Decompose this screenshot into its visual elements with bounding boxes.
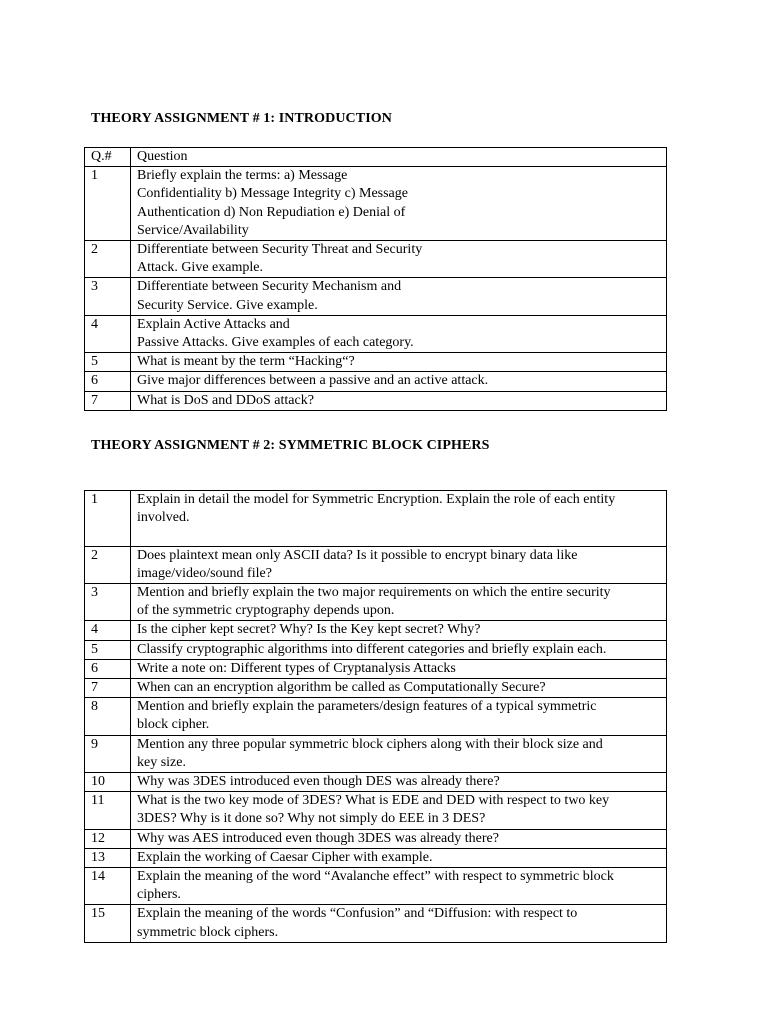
question-line: Explain Active Attacks and	[137, 316, 290, 332]
question-line: Attack. Give example.	[137, 260, 263, 276]
question-line: What is DoS and DDoS attack?	[137, 392, 314, 408]
question-text	[131, 735, 667, 772]
table-header-row	[85, 148, 667, 167]
question-line: key size.	[137, 754, 186, 770]
question-line: What is meant by the term “Hacking“?	[137, 354, 355, 370]
table-row	[85, 659, 667, 678]
question-number: 9	[85, 735, 131, 772]
question-number: 1	[85, 491, 131, 547]
question-text	[131, 848, 667, 867]
question-line: Does plaintext mean only ASCII data? Is it possible to encrypt binary data like	[137, 547, 578, 563]
question-text	[131, 698, 667, 735]
question-text	[131, 278, 667, 315]
question-number: 5	[85, 353, 131, 372]
header-number: Q.#	[85, 148, 131, 167]
question-text	[131, 905, 667, 942]
assignment-2-table	[84, 490, 667, 943]
question-line: block cipher.	[137, 717, 210, 733]
table-row	[85, 735, 667, 772]
question-text	[131, 391, 667, 410]
question-line: Explain the meaning of the words “Confusion” and “Diffusion: with respect to	[137, 906, 578, 922]
assignment-1-title: THEORY ASSIGNMENT # 1: INTRODUCTION	[91, 111, 392, 126]
question-number: 3	[85, 278, 131, 315]
question-text	[131, 584, 667, 621]
question-line: image/video/sound file?	[137, 565, 272, 581]
question-line: Why was AES introduced even though 3DES was already there?	[137, 830, 499, 846]
question-text	[131, 679, 667, 698]
table-row	[85, 679, 667, 698]
table-row	[85, 829, 667, 848]
question-line: Passive Attacks. Give examples of each category.	[137, 335, 414, 351]
question-number: 8	[85, 698, 131, 735]
question-text	[131, 546, 667, 583]
question-line: of the symmetric cryptography depends upon.	[137, 603, 395, 619]
question-line: ciphers.	[137, 887, 181, 903]
question-line: Mention and briefly explain the parameters/design features of a typical symmetric	[137, 699, 597, 715]
question-number: 10	[85, 773, 131, 792]
question-text	[131, 868, 667, 905]
table-row	[85, 698, 667, 735]
table-row	[85, 241, 667, 278]
question-number: 5	[85, 640, 131, 659]
question-line: Service/Availability	[137, 222, 249, 238]
question-number: 15	[85, 905, 131, 942]
question-text	[131, 621, 667, 640]
question-number: 2	[85, 241, 131, 278]
question-line: Differentiate between Security Mechanism and	[137, 279, 402, 295]
table-row	[85, 848, 667, 867]
question-line: When can an encryption algorithm be called as Computationally Secure?	[137, 680, 546, 696]
table-row	[85, 640, 667, 659]
question-line	[137, 527, 662, 545]
question-text	[131, 773, 667, 792]
question-line: Classify cryptographic algorithms into different categories and briefly explain each.	[137, 641, 607, 657]
table-row	[85, 773, 667, 792]
question-line: Is the cipher kept secret? Why? Is the Key kept secret? Why?	[137, 622, 481, 638]
table-row	[85, 546, 667, 583]
question-text	[131, 491, 667, 547]
question-text	[131, 167, 667, 241]
question-line: Give major differences between a passive and an active attack.	[137, 373, 489, 389]
table-row	[85, 792, 667, 829]
question-text	[131, 241, 667, 278]
question-text	[131, 829, 667, 848]
question-number: 7	[85, 679, 131, 698]
table-row	[85, 621, 667, 640]
table-row	[85, 372, 667, 391]
question-text	[131, 372, 667, 391]
question-number: 3	[85, 584, 131, 621]
table-row	[85, 584, 667, 621]
question-line: Security Service. Give example.	[137, 297, 318, 313]
question-number: 13	[85, 848, 131, 867]
assignment-2-title: THEORY ASSIGNMENT # 2: SYMMETRIC BLOCK CIPHERS	[91, 438, 490, 453]
question-text	[131, 792, 667, 829]
question-number: 11	[85, 792, 131, 829]
question-text	[131, 315, 667, 352]
question-number: 7	[85, 391, 131, 410]
table-row	[85, 868, 667, 905]
question-number: 14	[85, 868, 131, 905]
question-line: Explain in detail the model for Symmetric Encryption. Explain the role of each entity	[137, 492, 616, 507]
question-line: What is the two key mode of 3DES? What is EDE and DED with respect to two key	[137, 793, 610, 809]
table-row	[85, 905, 667, 942]
question-number: 4	[85, 621, 131, 640]
question-line: Explain the working of Caesar Cipher with example.	[137, 849, 433, 865]
question-line: Differentiate between Security Threat and Security	[137, 242, 423, 258]
question-text	[131, 640, 667, 659]
table-row	[85, 315, 667, 352]
assignment-1-table	[84, 147, 667, 411]
question-line: Why was 3DES introduced even though DES was already there?	[137, 774, 500, 790]
question-line: symmetric block ciphers.	[137, 924, 279, 940]
question-line: Briefly explain the terms: a) Message	[137, 168, 348, 184]
question-number: 12	[85, 829, 131, 848]
table-row	[85, 353, 667, 372]
question-line: Mention any three popular symmetric block ciphers along with their block size and	[137, 736, 603, 752]
question-text	[131, 659, 667, 678]
question-number: 1	[85, 167, 131, 241]
question-text	[131, 353, 667, 372]
question-line: Authentication d) Non Repudiation e) Denial of	[137, 204, 406, 220]
question-line: Mention and briefly explain the two major requirements on which the entire security	[137, 585, 611, 600]
table-row	[85, 167, 667, 241]
question-line: involved.	[137, 510, 190, 526]
question-line: 3DES? Why is it done so? Why not simply do EEE in 3 DES?	[137, 811, 486, 827]
question-line: Explain the meaning of the word “Avalanche effect” with respect to symmetric block	[137, 869, 614, 885]
table-row	[85, 278, 667, 315]
question-line: Confidentiality b) Message Integrity c) Message	[137, 186, 408, 202]
table-row	[85, 391, 667, 410]
question-number: 4	[85, 315, 131, 352]
question-number: 2	[85, 546, 131, 583]
question-line: Write a note on: Different types of Cryptanalysis Attacks	[137, 660, 456, 676]
question-number: 6	[85, 372, 131, 391]
table-row	[85, 491, 667, 547]
question-number: 6	[85, 659, 131, 678]
header-question: Question	[131, 148, 667, 167]
